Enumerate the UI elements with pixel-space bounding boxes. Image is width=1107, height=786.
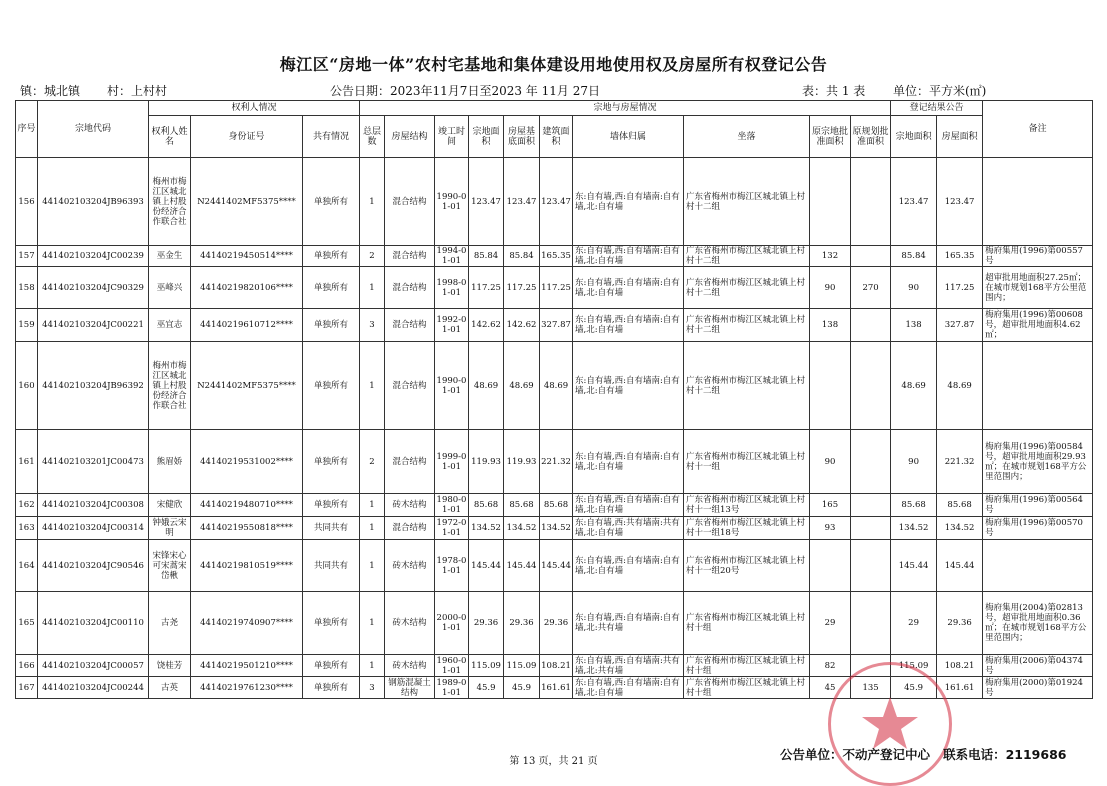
cell-remark: 梅府集用(1996)第00564号 <box>983 494 1093 517</box>
cell-reg-land: 45.9 <box>891 677 937 699</box>
cell-structure: 混合结构 <box>385 517 435 540</box>
cell-completion: 1998-01-01 <box>435 267 469 309</box>
cell-structure: 砖木结构 <box>385 540 435 592</box>
cell-build-area: 29.36 <box>540 592 573 655</box>
cell-base-area: 48.69 <box>504 342 540 430</box>
cell-walls: 东:自有墙,西:自有墙南:自有墙,北:自有墙 <box>573 267 684 309</box>
cell-reg-house: 134.52 <box>937 517 983 540</box>
cell-code: 441402103201JC00473 <box>38 430 149 494</box>
cell-orig-area: 90 <box>810 267 851 309</box>
cell-orig-area: 138 <box>810 309 851 342</box>
cell-code: 441402103204JC00239 <box>38 246 149 267</box>
cell-plan-area <box>851 342 891 430</box>
col-land-area: 宗地面积 <box>469 116 504 158</box>
col-reg-land: 宗地面积 <box>891 116 937 158</box>
col-land-group: 宗地与房屋情况 <box>360 101 891 116</box>
cell-remark <box>983 342 1093 430</box>
cell-location: 广东省梅州市梅江区城北镇上村村十一组 <box>684 430 810 494</box>
col-walls: 墙体归属 <box>573 116 684 158</box>
table-row <box>16 540 1093 592</box>
cell-location: 广东省梅州市梅江区城北镇上村村十二组 <box>684 246 810 267</box>
table-row <box>16 517 1093 540</box>
cell-holder: 古英 <box>149 677 191 699</box>
cell-id: N2441402MF5375**** <box>191 158 303 246</box>
cell-id: 44140219550818**** <box>191 517 303 540</box>
cell-reg-house: 108.21 <box>937 655 983 677</box>
cell-land-area: 85.68 <box>469 494 504 517</box>
cell-completion: 1990-01-01 <box>435 342 469 430</box>
cell-remark: 梅府集用(1996)第00570号 <box>983 517 1093 540</box>
col-structure: 房屋结构 <box>385 116 435 158</box>
cell-remark: 超审批用地面积27.25㎡；在城市规划168平方公里范围内； <box>983 267 1093 309</box>
cell-walls: 东:自有墙,西:自有墙南:自有墙,北:自有墙 <box>573 677 684 699</box>
cell-code: 441402103204JC90546 <box>38 540 149 592</box>
col-location: 坐落 <box>684 116 810 158</box>
cell-seq: 158 <box>16 267 38 309</box>
col-orig-area: 原宗地批准面积 <box>810 116 851 158</box>
col-base-area: 房屋基底面积 <box>504 116 540 158</box>
cell-remark: 梅府集用(1996)第00608号，超审批用地面积4.62㎡； <box>983 309 1093 342</box>
cell-orig-area: 82 <box>810 655 851 677</box>
cell-code: 441402103204JB96392 <box>38 342 149 430</box>
col-build-area: 建筑面积 <box>540 116 573 158</box>
cell-plan-area <box>851 494 891 517</box>
col-remark: 备注 <box>983 101 1093 158</box>
cell-seq: 166 <box>16 655 38 677</box>
table-row <box>16 309 1093 342</box>
registration-table <box>15 100 1093 699</box>
cell-structure: 砖木结构 <box>385 655 435 677</box>
cell-location: 广东省梅州市梅江区城北镇上村村十一组20号 <box>684 540 810 592</box>
cell-seq: 161 <box>16 430 38 494</box>
table-row <box>16 592 1093 655</box>
cell-plan-area <box>851 430 891 494</box>
page-title: 梅江区“房地一体”农村宅基地和集体建设用地使用权及房屋所有权登记公告 <box>279 55 828 74</box>
cell-plan-area <box>851 592 891 655</box>
table-row <box>16 246 1093 267</box>
cell-seq: 157 <box>16 246 38 267</box>
cell-land-area: 115.09 <box>469 655 504 677</box>
cell-reg-land: 48.69 <box>891 342 937 430</box>
cell-holder: 古尧 <box>149 592 191 655</box>
col-reg-house: 房屋面积 <box>937 116 983 158</box>
cell-remark: 梅府集用(1996)第00557号 <box>983 246 1093 267</box>
cell-reg-house: 221.32 <box>937 430 983 494</box>
cell-land-area: 123.47 <box>469 158 504 246</box>
cell-plan-area <box>851 540 891 592</box>
cell-orig-area <box>810 342 851 430</box>
cell-base-area: 119.93 <box>504 430 540 494</box>
cell-code: 441402103204JC00308 <box>38 494 149 517</box>
cell-reg-land: 123.47 <box>891 158 937 246</box>
cell-id: 44140219740907**** <box>191 592 303 655</box>
cell-structure: 混合结构 <box>385 246 435 267</box>
cell-location: 广东省梅州市梅江区城北镇上村村十二组 <box>684 309 810 342</box>
cell-walls: 东:自有墙,西:自有墙南:共有墙,北:共有墙 <box>573 655 684 677</box>
cell-structure: 砖木结构 <box>385 592 435 655</box>
cell-holder: 钟娥云宋明 <box>149 517 191 540</box>
cell-share: 单独所有 <box>303 494 360 517</box>
cell-reg-house: 29.36 <box>937 592 983 655</box>
col-reg-group: 登记结果公告 <box>891 101 983 116</box>
cell-orig-area <box>810 540 851 592</box>
cell-remark: 梅府集用(2000)第01924号 <box>983 677 1093 699</box>
cell-location: 广东省梅州市梅江区城北镇上村村十组 <box>684 655 810 677</box>
cell-land-area: 45.9 <box>469 677 504 699</box>
cell-land-area: 48.69 <box>469 342 504 430</box>
cell-reg-house: 123.47 <box>937 158 983 246</box>
cell-structure: 混合结构 <box>385 309 435 342</box>
cell-floors: 1 <box>360 342 385 430</box>
cell-code: 441402103204JB96393 <box>38 158 149 246</box>
cell-land-area: 119.93 <box>469 430 504 494</box>
cell-share: 共同共有 <box>303 540 360 592</box>
cell-completion: 1978-01-01 <box>435 540 469 592</box>
cell-plan-area: 270 <box>851 267 891 309</box>
cell-floors: 2 <box>360 246 385 267</box>
cell-structure: 混合结构 <box>385 342 435 430</box>
cell-floors: 1 <box>360 158 385 246</box>
cell-floors: 1 <box>360 494 385 517</box>
cell-orig-area: 90 <box>810 430 851 494</box>
cell-reg-land: 90 <box>891 267 937 309</box>
cell-completion: 1989-01-01 <box>435 677 469 699</box>
cell-reg-land: 115.09 <box>891 655 937 677</box>
cell-walls: 东:自有墙,西:自有墙南:自有墙,北:自有墙 <box>573 246 684 267</box>
cell-remark <box>983 158 1093 246</box>
cell-location: 广东省梅州市梅江区城北镇上村村十组 <box>684 677 810 699</box>
cell-holder: 梅州市梅江区城北镇上村股份经济合作联合社 <box>149 158 191 246</box>
cell-reg-house: 327.87 <box>937 309 983 342</box>
cell-floors: 1 <box>360 592 385 655</box>
cell-id: 44140219761230**** <box>191 677 303 699</box>
unit-label: 单位：平方米(㎡) <box>893 84 987 98</box>
cell-seq: 165 <box>16 592 38 655</box>
cell-completion: 1992-01-01 <box>435 309 469 342</box>
cell-completion: 1960-01-01 <box>435 655 469 677</box>
cell-reg-house: 161.61 <box>937 677 983 699</box>
cell-orig-area: 132 <box>810 246 851 267</box>
cell-base-area: 85.68 <box>504 494 540 517</box>
cell-holder: 梅州市梅江区城北镇上村股份经济合作联合社 <box>149 342 191 430</box>
cell-seq: 163 <box>16 517 38 540</box>
cell-plan-area <box>851 158 891 246</box>
cell-build-area: 327.87 <box>540 309 573 342</box>
cell-share: 单独所有 <box>303 655 360 677</box>
cell-build-area: 161.61 <box>540 677 573 699</box>
cell-reg-house: 85.68 <box>937 494 983 517</box>
col-share: 共有情况 <box>303 116 360 158</box>
cell-remark <box>983 540 1093 592</box>
cell-share: 单独所有 <box>303 430 360 494</box>
cell-seq: 167 <box>16 677 38 699</box>
cell-base-area: 115.09 <box>504 655 540 677</box>
cell-remark: 梅府集用(2004)第02813号，超审批用地面积0.36㎡；在城市规划168平方公里范围内； <box>983 592 1093 655</box>
cell-id: 44140219480710**** <box>191 494 303 517</box>
cell-orig-area: 165 <box>810 494 851 517</box>
cell-build-area: 48.69 <box>540 342 573 430</box>
cell-holder: 巫金生 <box>149 246 191 267</box>
cell-walls: 东:自有墙,西:自有墙南:自有墙,北:自有墙 <box>573 494 684 517</box>
cell-reg-house: 117.25 <box>937 267 983 309</box>
cell-floors: 1 <box>360 267 385 309</box>
col-plan-area: 原规划批准面积 <box>851 116 891 158</box>
table-row <box>16 267 1093 309</box>
cell-code: 441402103204JC00244 <box>38 677 149 699</box>
cell-seq: 160 <box>16 342 38 430</box>
cell-id: 44140219820106**** <box>191 267 303 309</box>
cell-orig-area: 93 <box>810 517 851 540</box>
cell-land-area: 145.44 <box>469 540 504 592</box>
cell-location: 广东省梅州市梅江区城北镇上村村十二组 <box>684 342 810 430</box>
cell-remark: 梅府集用(2006)第04374号 <box>983 655 1093 677</box>
cell-code: 441402103204JC00110 <box>38 592 149 655</box>
cell-reg-land: 85.68 <box>891 494 937 517</box>
cell-build-area: 117.25 <box>540 267 573 309</box>
cell-walls: 东:自有墙,西:共有墙南:共有墙,北:自有墙 <box>573 517 684 540</box>
cell-completion: 1972-01-01 <box>435 517 469 540</box>
cell-build-area: 134.52 <box>540 517 573 540</box>
col-id: 身份证号 <box>191 116 303 158</box>
cell-holder: 宋锋宋心可宋蒿宋岱楸 <box>149 540 191 592</box>
announcement-date: 公告日期：2023年11月7日至2023 年 11月 27日 <box>330 84 600 98</box>
cell-land-area: 117.25 <box>469 267 504 309</box>
col-holder: 权利人姓名 <box>149 116 191 158</box>
cell-build-area: 145.44 <box>540 540 573 592</box>
cell-build-area: 123.47 <box>540 158 573 246</box>
table-count: 表：共 1 表 <box>802 84 866 98</box>
cell-walls: 东:自有墙,西:自有墙南:自有墙,北:共有墙 <box>573 592 684 655</box>
col-floors: 总层数 <box>360 116 385 158</box>
cell-completion: 1999-01-01 <box>435 430 469 494</box>
cell-completion: 1980-01-01 <box>435 494 469 517</box>
cell-build-area: 221.32 <box>540 430 573 494</box>
cell-code: 441402103204JC00057 <box>38 655 149 677</box>
table-row <box>16 158 1093 246</box>
cell-completion: 1990-01-01 <box>435 158 469 246</box>
table-row <box>16 342 1093 430</box>
cell-structure: 混合结构 <box>385 430 435 494</box>
cell-location: 广东省梅州市梅江区城北镇上村村十组 <box>684 592 810 655</box>
cell-land-area: 142.62 <box>469 309 504 342</box>
cell-share: 单独所有 <box>303 677 360 699</box>
cell-plan-area: 135 <box>851 677 891 699</box>
cell-share: 单独所有 <box>303 246 360 267</box>
table-row <box>16 494 1093 517</box>
cell-walls: 东:自有墙,西:自有墙南:自有墙,北:自有墙 <box>573 158 684 246</box>
cell-reg-land: 85.84 <box>891 246 937 267</box>
cell-holder: 巫峰兴 <box>149 267 191 309</box>
col-code: 宗地代码 <box>38 101 149 158</box>
cell-base-area: 142.62 <box>504 309 540 342</box>
cell-reg-land: 29 <box>891 592 937 655</box>
cell-walls: 东:自有墙,西:自有墙南:自有墙,北:自有墙 <box>573 342 684 430</box>
footer-org <box>780 745 1066 763</box>
cell-structure: 混合结构 <box>385 267 435 309</box>
cell-floors: 1 <box>360 655 385 677</box>
cell-orig-area: 29 <box>810 592 851 655</box>
cell-share: 单独所有 <box>303 267 360 309</box>
cell-base-area: 29.36 <box>504 592 540 655</box>
cell-structure: 砖木结构 <box>385 494 435 517</box>
cell-base-area: 145.44 <box>504 540 540 592</box>
cell-share: 单独所有 <box>303 309 360 342</box>
cell-reg-house: 165.35 <box>937 246 983 267</box>
cell-id: 44140219450514**** <box>191 246 303 267</box>
cell-id: 44140219610712**** <box>191 309 303 342</box>
cell-base-area: 117.25 <box>504 267 540 309</box>
contact-phone: 联系电话：2119686 <box>943 747 1067 762</box>
cell-floors: 1 <box>360 540 385 592</box>
table-row <box>16 430 1093 494</box>
cell-location: 广东省梅州市梅江区城北镇上村村十一组18号 <box>684 517 810 540</box>
col-rights-group: 权利人情况 <box>149 101 360 116</box>
cell-share: 共同共有 <box>303 517 360 540</box>
page-number: 第 13 页，共 21 页 <box>509 756 598 767</box>
cell-walls: 东:自有墙,西:自有墙南:自有墙,北:自有墙 <box>573 430 684 494</box>
cell-holder: 巫宜志 <box>149 309 191 342</box>
cell-location: 广东省梅州市梅江区城北镇上村村十二组 <box>684 267 810 309</box>
cell-structure: 混合结构 <box>385 158 435 246</box>
cell-structure: 钢筋混凝土结构 <box>385 677 435 699</box>
cell-code: 441402103204JC00314 <box>38 517 149 540</box>
cell-plan-area <box>851 517 891 540</box>
cell-reg-land: 138 <box>891 309 937 342</box>
col-seq: 序号 <box>16 101 38 158</box>
cell-seq: 164 <box>16 540 38 592</box>
cell-id: N2441402MF5375**** <box>191 342 303 430</box>
cell-land-area: 29.36 <box>469 592 504 655</box>
cell-orig-area <box>810 158 851 246</box>
cell-plan-area <box>851 309 891 342</box>
official-seal-stamp <box>828 662 952 786</box>
cell-build-area: 108.21 <box>540 655 573 677</box>
announcing-unit: 公告单位：不动产登记中心 <box>780 747 931 762</box>
cell-build-area: 165.35 <box>540 246 573 267</box>
cell-id: 44140219810519**** <box>191 540 303 592</box>
cell-completion: 2000-01-01 <box>435 592 469 655</box>
cell-share: 单独所有 <box>303 158 360 246</box>
cell-base-area: 134.52 <box>504 517 540 540</box>
cell-id: 44140219531002**** <box>191 430 303 494</box>
cell-build-area: 85.68 <box>540 494 573 517</box>
cell-location: 广东省梅州市梅江区城北镇上村村十一组13号 <box>684 494 810 517</box>
cell-base-area: 45.9 <box>504 677 540 699</box>
cell-orig-area: 45 <box>810 677 851 699</box>
cell-code: 441402103204JC90329 <box>38 267 149 309</box>
cell-remark: 梅府集用(1996)第00584号，超审批用地面积29.93㎡；在城市规划168平方公里范围内； <box>983 430 1093 494</box>
cell-reg-house: 145.44 <box>937 540 983 592</box>
cell-reg-land: 90 <box>891 430 937 494</box>
cell-land-area: 85.84 <box>469 246 504 267</box>
cell-base-area: 123.47 <box>504 158 540 246</box>
cell-share: 单独所有 <box>303 342 360 430</box>
cell-floors: 3 <box>360 309 385 342</box>
cell-walls: 东:自有墙,西:自有墙南:自有墙,北:自有墙 <box>573 309 684 342</box>
cell-floors: 1 <box>360 517 385 540</box>
cell-base-area: 85.84 <box>504 246 540 267</box>
village-label: 村：上村村 <box>107 84 168 98</box>
cell-holder: 熊眉娇 <box>149 430 191 494</box>
col-completion: 竣工时间 <box>435 116 469 158</box>
cell-holder: 宋健欣 <box>149 494 191 517</box>
cell-completion: 1994-01-01 <box>435 246 469 267</box>
cell-land-area: 134.52 <box>469 517 504 540</box>
cell-seq: 162 <box>16 494 38 517</box>
cell-id: 44140219501210**** <box>191 655 303 677</box>
cell-reg-land: 145.44 <box>891 540 937 592</box>
cell-plan-area <box>851 246 891 267</box>
cell-share: 单独所有 <box>303 592 360 655</box>
town-label: 镇：城北镇 <box>20 84 81 98</box>
cell-seq: 156 <box>16 158 38 246</box>
cell-reg-land: 134.52 <box>891 517 937 540</box>
cell-floors: 3 <box>360 677 385 699</box>
cell-walls: 东:自有墙,西:自有墙南:自有墙,北:自有墙 <box>573 540 684 592</box>
cell-seq: 159 <box>16 309 38 342</box>
cell-reg-house: 48.69 <box>937 342 983 430</box>
cell-code: 441402103204JC00221 <box>38 309 149 342</box>
cell-holder: 饶桂芳 <box>149 655 191 677</box>
cell-floors: 2 <box>360 430 385 494</box>
cell-location: 广东省梅州市梅江区城北镇上村村十二组 <box>684 158 810 246</box>
